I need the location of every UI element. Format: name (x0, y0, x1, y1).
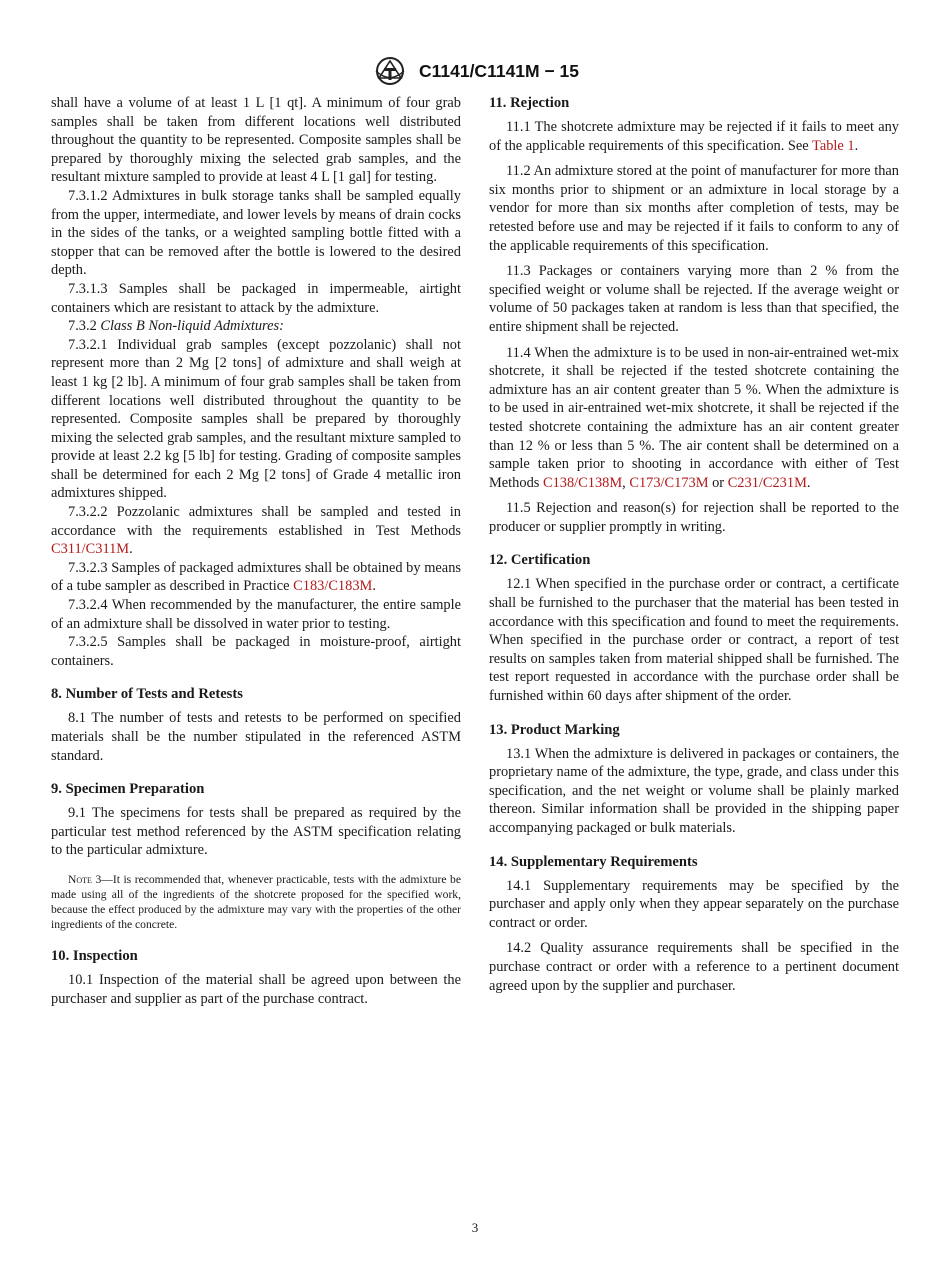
note-text: —It is recommended that, whenever practicable, tests with the admixture be made using all of the ingredients of the shotcrete proposed for the specified work, because the effect produced by the admixture may vary with the properties of the other ingredients of the concrete. (51, 872, 461, 931)
heading-section-10: 10. Inspection (51, 947, 138, 964)
paragraph-11-5: 11.5 Rejection and reason(s) for rejection shall be reported to the producer or supplier promptly in writing. (489, 500, 899, 535)
paragraph-14-2: 14.2 Quality assurance requirements shall be specified in the purchase contract or order with a reference to a pertinent document agreed upon by the supplier and purchaser. (489, 940, 899, 994)
heading-section-14: 14. Supplementary Requirements (489, 853, 698, 870)
astm-logo-icon (371, 56, 409, 86)
paragraph-13-1: 13.1 When the admixture is delivered in packages or containers, the proprietary name of the admixture, the type, grade, and class under this specification, and the net weight or volume shall be plainly marked thereon. Similar information shall be provided in the shipping paper accompanying packaged or bulk materials. (489, 745, 899, 836)
paragraph-11-4 (489, 344, 899, 493)
page-header (0, 56, 950, 86)
text-segment: 11.4 When the admixture is to be used in non-air-entrained wet-mix shotcrete, it shall be rejected if the tested shotcrete containing the admixture has an air content greater than 5 %. When the admixture is to be used in air-entrained wet-mix shotcrete, it shall be rejected if the tested shotcrete containing the admixture has an air content greater than 12 % or less than 5 %. The air content shall be determined on a sample taken prior to shooting in accordance with either of Test Methods (489, 344, 899, 491)
page-number: 3 (471, 1220, 479, 1235)
section-number: 7.3.2 (68, 318, 97, 335)
text-segment: or (708, 474, 728, 491)
text-segment: . (854, 137, 859, 154)
paragraph-9-1: 9.1 The specimens for tests shall be prepared as required by the particular test method referenced by the ASTM specification relating to the particular admixture. (51, 805, 461, 859)
paragraph-11-3: 11.3 Packages or containers varying more than 2 % from the specified weight or volume shall be rejected. If the average weight or volume of 50 packages taken at random is less than that specified, the entire shipment shall be rejected. (489, 263, 899, 335)
link-c138[interactable]: C138/C138M (542, 474, 623, 491)
text-segment: . (129, 541, 133, 558)
paragraph-7-3-2 (51, 317, 461, 336)
link-c173[interactable]: C173/C173M (629, 474, 709, 491)
section-title: Class B Non-liquid Admixtures: (100, 318, 284, 335)
paragraph-11-1 (489, 118, 899, 155)
heading-section-9: 9. Specimen Preparation (51, 781, 205, 798)
text-segment: . (372, 578, 376, 595)
text-segment: 7.3.2.2 Pozzolanic admixtures shall be sampled and tested in accordance with the requirements established in Test Methods (51, 504, 461, 539)
heading-section-8: 8. Number of Tests and Retests (51, 686, 243, 703)
paragraph-7-3-2-4: 7.3.2.4 When recommended by the manufacturer, the entire sample of an admixture shall be dissolved in water prior to testing. (51, 597, 461, 632)
paragraph-7-3-2-5: 7.3.2.5 Samples shall be packaged in moisture-proof, airtight containers. (51, 634, 461, 669)
link-c231[interactable]: C231/C231M (727, 474, 807, 491)
link-c311[interactable]: C311/C311M (51, 541, 130, 558)
paragraph-7-3-2-2 (51, 503, 461, 559)
paragraph-7-3-2-1: 7.3.2.1 Individual grab samples (except pozzolanic) shall not represent more than 2 Mg [2 tons] of admixture and shall weigh at least 1 kg [2 lb]. A minimum of four grab samples shall be taken from different locations well distributed throughout the quantity to be represented. Composite samples shall be prepared by thoroughly mixing the selected grab samples, and the resultant mixture sampled to provide at least 2.2 kg [5 lb] for testing. Grading of composite samples shall be determined for each 2 Mg [2 tons] of Grade 4 metallic iron admixtures shipped. (51, 336, 461, 502)
paragraph-10-1: 10.1 Inspection of the material shall be agreed upon between the purchaser and supplier as part of the purchase contract. (51, 971, 461, 1007)
document-designation: C1141/C1141M − 15 (418, 60, 580, 81)
paragraph-7-3-1-2: 7.3.1.2 Admixtures in bulk storage tanks shall be sampled equally from the upper, intermediate, and lower levels by means of drain cocks in the sides of the tanks, or a weighted sampling bottle fitted with a stopper that can be removed after the bottle is lowered to the desired depth. (51, 187, 461, 279)
paragraph-8-1: 8.1 The number of tests and retests to be performed on specified materials shall be the number stipulated in the referenced ASTM standard. (51, 710, 461, 764)
left-column (51, 94, 461, 1015)
paragraph-11-2: 11.2 An admixture stored at the point of manufacturer for more than six months prior to shipment or an admixture in local storage by a vendor for more than six months after completion of tests, may be retested before use and may be rejected if it fails to conform to any of the applicable requirements of this specification. (489, 163, 899, 254)
paragraph-12-1: 12.1 When specified in the purchase order or contract, a certificate shall be furnished to the purchaser that the material has been tested in accordance with this specification and found to meet the requirements. When specified in the purchase order or contract, a report of test results on samples taken from material shipped shall be furnished. The test report requested in accordance with the purchase order shall be furnished within 60 days after shipment of the order. (489, 576, 899, 705)
paragraph-continued: shall have a volume of at least 1 L [1 qt]. A minimum of four grab samples shall be taken from different locations well distributed throughout the quantity to be represented. Composite samples shall be prepared by thoroughly mixing the selected grab samples, and the resultant mixture sampled to provide at least 4 L [1 gal] for testing. (51, 95, 461, 186)
note-3 (51, 872, 461, 932)
heading-section-11: 11. Rejection (489, 95, 570, 111)
text-segment: 7.3.2.3 Samples of packaged admixtures shall be obtained by means of a tube sampler as described in Practice (51, 559, 461, 595)
text-segment: , (622, 474, 630, 491)
paragraph-14-1: 14.1 Supplementary requirements may be specified by the purchaser and apply only when they appear separately on the purchase contract or order. (489, 877, 899, 931)
paragraph-7-3-2-3 (51, 559, 461, 596)
link-table-1[interactable]: Table 1 (812, 137, 855, 154)
text-segment: . (806, 474, 811, 491)
heading-section-12: 12. Certification (489, 552, 591, 569)
paragraph-7-3-1-3: 7.3.1.3 Samples shall be packaged in impermeable, airtight containers which are resistant to attack by the admixture. (51, 280, 461, 316)
right-column (489, 94, 899, 1002)
link-c183[interactable]: C183/C183M (293, 578, 373, 595)
heading-section-13: 13. Product Marking (489, 721, 620, 738)
text-segment: 11.1 The shotcrete admixture may be rejected if it fails to meet any of the applicable requirements of this specification. See (489, 119, 899, 154)
note-label: Note 3 (68, 872, 102, 886)
